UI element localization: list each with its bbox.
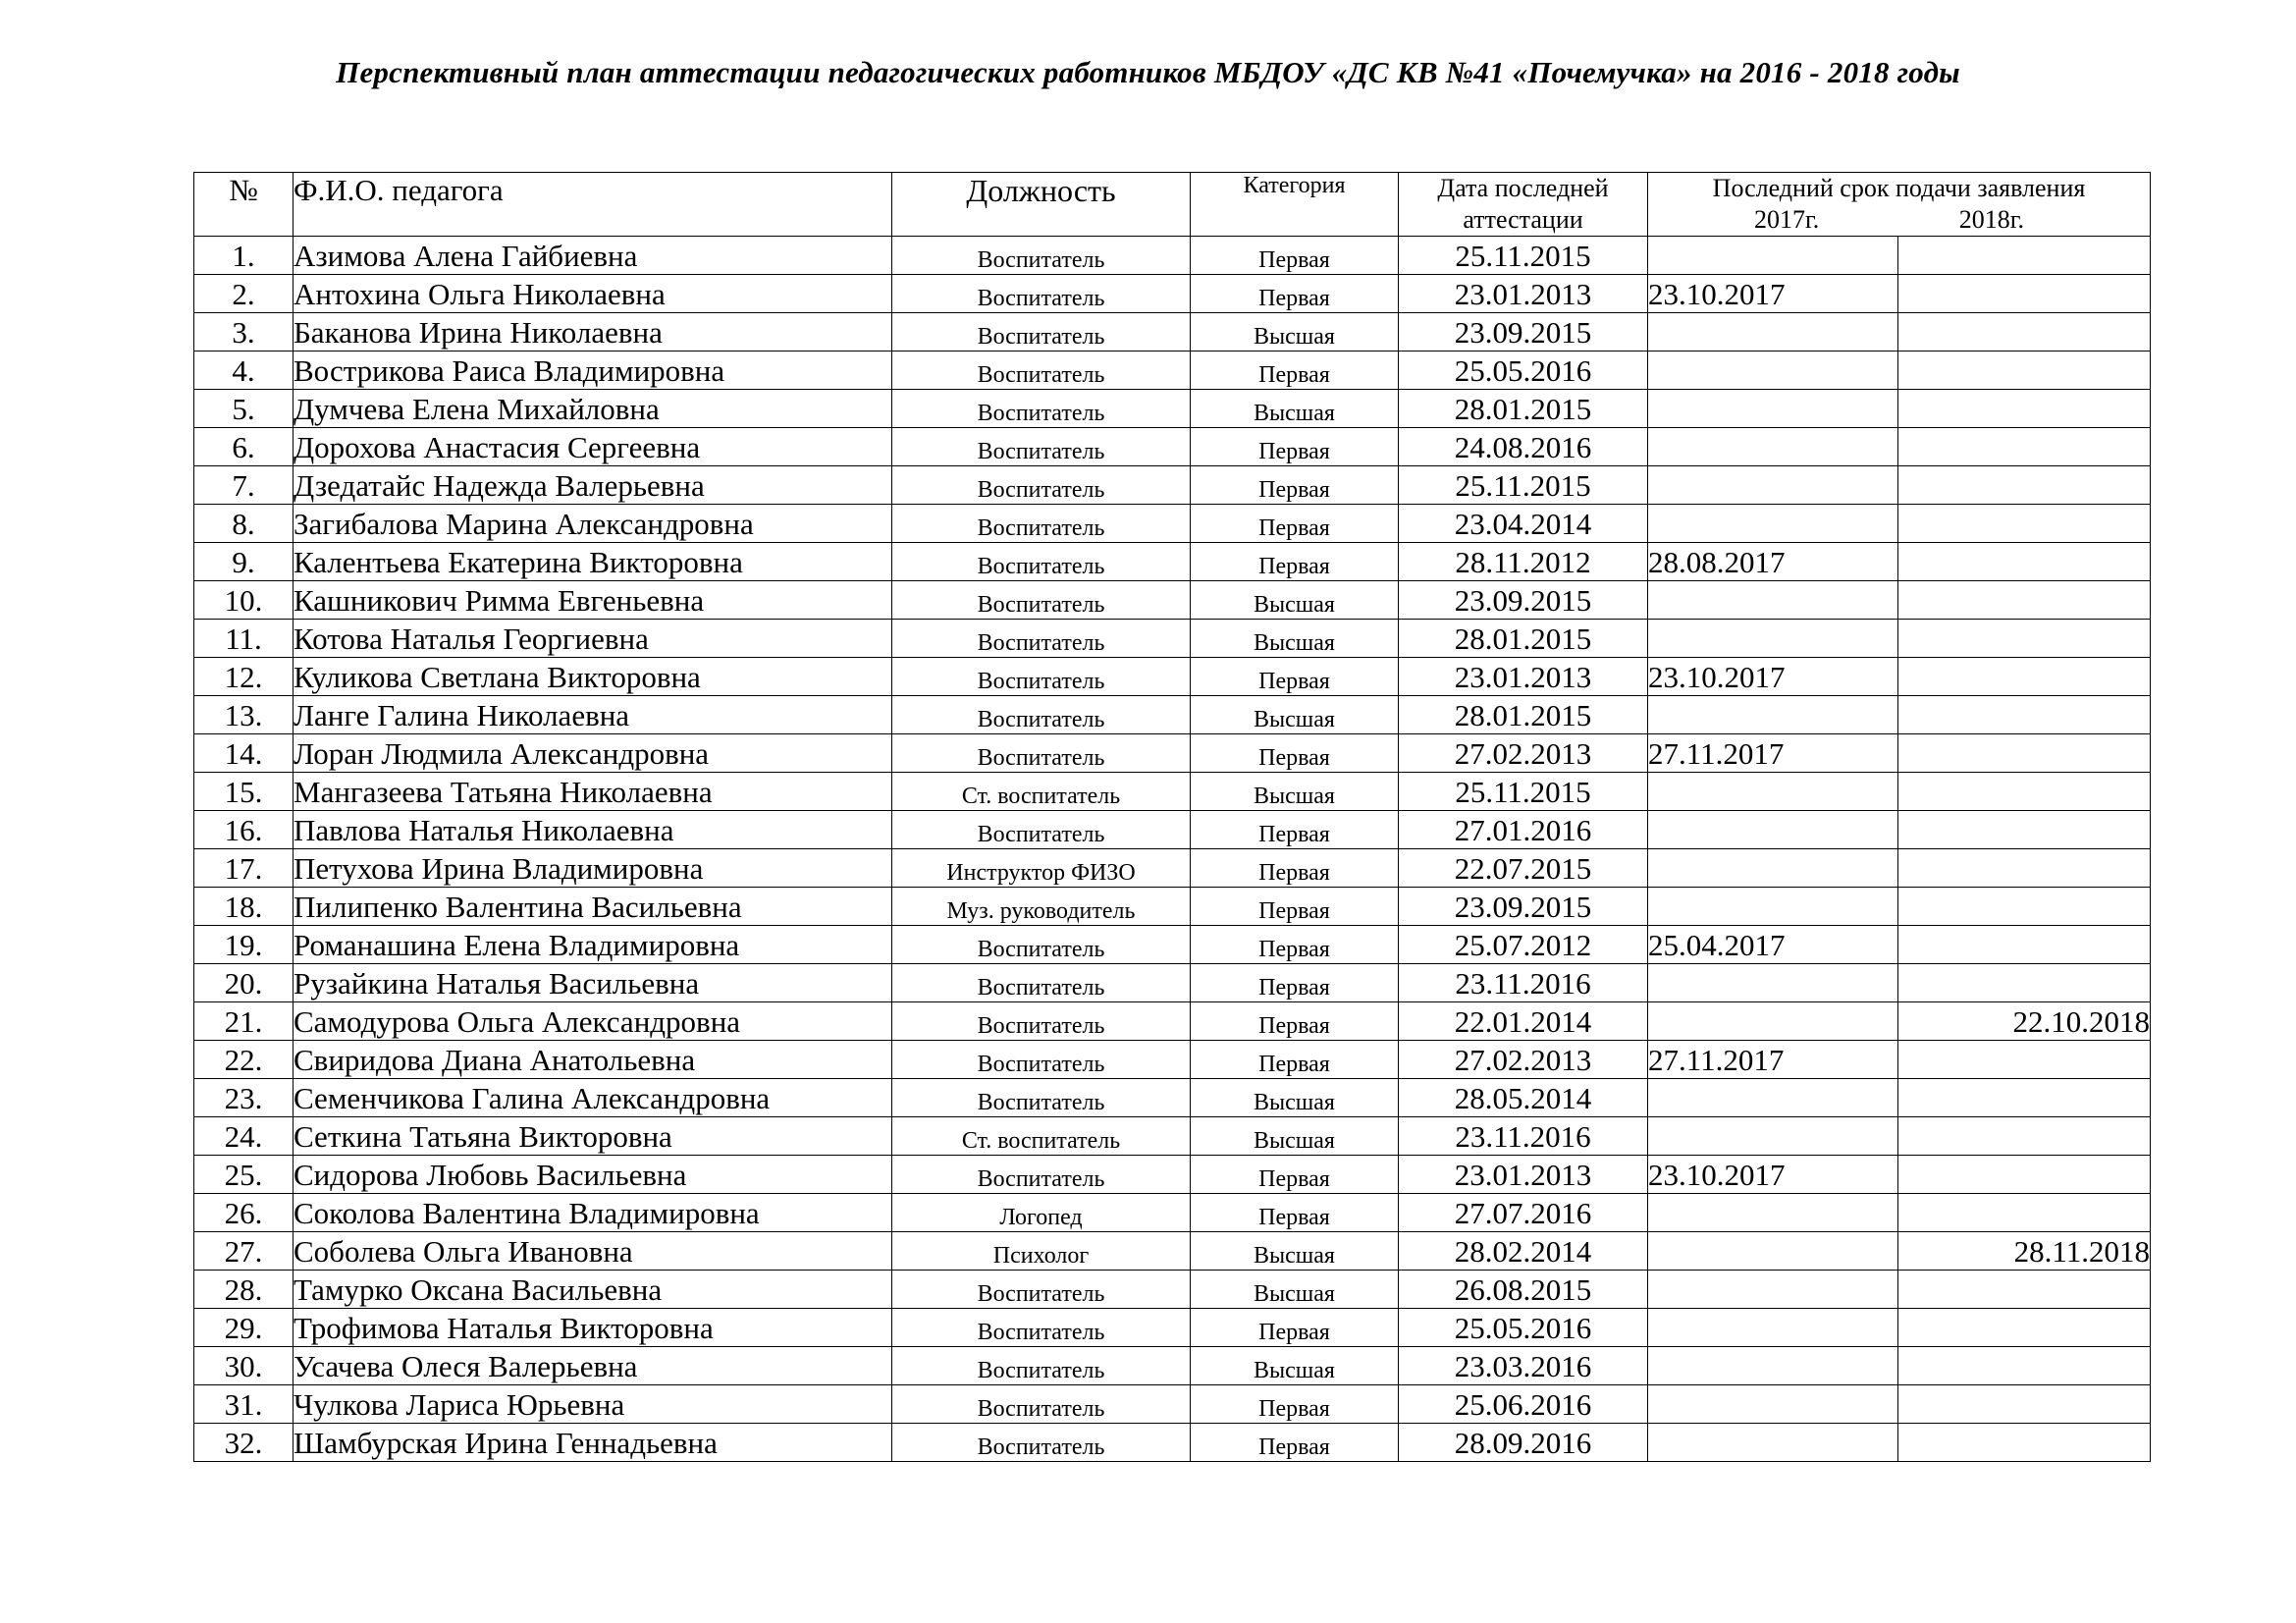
cell-num: 12. <box>194 658 294 696</box>
cell-last-date: 28.01.2015 <box>1399 390 1648 428</box>
cell-name: Чулкова Лариса Юрьевна <box>294 1385 892 1424</box>
cell-deadline-2018 <box>1898 811 2151 849</box>
cell-name: Павлова Наталья Николаевна <box>294 811 892 849</box>
header-year-2017: 2017г. <box>1754 205 1820 234</box>
cell-position: Психолог <box>892 1232 1191 1271</box>
cell-deadline-2017 <box>1648 1002 1898 1041</box>
table-row <box>194 1424 2151 1462</box>
cell-name: Рузайкина Наталья Васильевна <box>294 964 892 1002</box>
cell-num: 19. <box>194 926 294 964</box>
cell-name: Пилипенко Валентина Васильевна <box>294 888 892 926</box>
cell-category: Высшая <box>1191 1079 1399 1117</box>
cell-category: Первая <box>1191 1424 1399 1462</box>
cell-num: 14. <box>194 734 294 773</box>
cell-num: 32. <box>194 1424 294 1462</box>
table-row <box>194 811 2151 849</box>
cell-deadline-2017 <box>1648 1271 1898 1309</box>
cell-last-date: 23.01.2013 <box>1399 275 1648 313</box>
cell-position: Воспитатель <box>892 926 1191 964</box>
cell-name: Шамбурская Ирина Геннадьевна <box>294 1424 892 1462</box>
cell-last-date: 28.11.2012 <box>1399 543 1648 581</box>
cell-deadline-2018 <box>1898 926 2151 964</box>
cell-position: Воспитатель <box>892 811 1191 849</box>
cell-position: Воспитатель <box>892 1156 1191 1194</box>
cell-last-date: 23.01.2013 <box>1399 1156 1648 1194</box>
cell-deadline-2018 <box>1898 237 2151 275</box>
cell-deadline-2018 <box>1898 313 2151 352</box>
table-row <box>194 1271 2151 1309</box>
cell-num: 20. <box>194 964 294 1002</box>
cell-position: Воспитатель <box>892 581 1191 620</box>
cell-category: Первая <box>1191 658 1399 696</box>
cell-deadline-2017 <box>1648 1079 1898 1117</box>
cell-last-date: 25.05.2016 <box>1399 1309 1648 1347</box>
cell-deadline-2017: 23.10.2017 <box>1648 275 1898 313</box>
cell-category: Высшая <box>1191 1347 1399 1385</box>
cell-category: Первая <box>1191 543 1399 581</box>
cell-last-date: 25.05.2016 <box>1399 352 1648 390</box>
cell-last-date: 25.06.2016 <box>1399 1385 1648 1424</box>
cell-last-date: 24.08.2016 <box>1399 428 1648 466</box>
cell-name: Лоран Людмила Александровна <box>294 734 892 773</box>
cell-deadline-2018 <box>1898 466 2151 505</box>
cell-last-date: 23.11.2016 <box>1399 1117 1648 1156</box>
cell-deadline-2018 <box>1898 773 2151 811</box>
cell-deadline-2017: 28.08.2017 <box>1648 543 1898 581</box>
cell-deadline-2018 <box>1898 428 2151 466</box>
header-deadline <box>1648 173 2151 237</box>
cell-name: Петухова Ирина Владимировна <box>294 849 892 888</box>
cell-position: Муз. руководитель <box>892 888 1191 926</box>
table-row <box>194 658 2151 696</box>
cell-position: Воспитатель <box>892 313 1191 352</box>
cell-deadline-2018: 28.11.2018 <box>1898 1232 2151 1271</box>
cell-last-date: 23.04.2014 <box>1399 505 1648 543</box>
cell-deadline-2018 <box>1898 658 2151 696</box>
cell-position: Воспитатель <box>892 1002 1191 1041</box>
cell-position: Воспитатель <box>892 696 1191 734</box>
cell-position: Воспитатель <box>892 466 1191 505</box>
cell-name: Свиридова Диана Анатольевна <box>294 1041 892 1079</box>
cell-name: Мангазеева Татьяна Николаевна <box>294 773 892 811</box>
cell-num: 31. <box>194 1385 294 1424</box>
cell-position: Воспитатель <box>892 964 1191 1002</box>
cell-num: 6. <box>194 428 294 466</box>
cell-category: Высшая <box>1191 581 1399 620</box>
table-row <box>194 1117 2151 1156</box>
cell-category: Первая <box>1191 237 1399 275</box>
cell-deadline-2018 <box>1898 352 2151 390</box>
header-category: Категория <box>1191 173 1399 237</box>
cell-last-date: 23.01.2013 <box>1399 658 1648 696</box>
cell-name: Кашникович Римма Евгеньевна <box>294 581 892 620</box>
table-row <box>194 1385 2151 1424</box>
cell-deadline-2017 <box>1648 581 1898 620</box>
cell-deadline-2018 <box>1898 1041 2151 1079</box>
cell-num: 22. <box>194 1041 294 1079</box>
cell-last-date: 28.05.2014 <box>1399 1079 1648 1117</box>
table-row <box>194 1232 2151 1271</box>
cell-position: Воспитатель <box>892 390 1191 428</box>
page-title: Перспективный план аттестации педагогических работников МБДОУ «ДС КВ №41 «Почемучка» на 2016 - 2018 годы <box>336 55 1960 89</box>
cell-last-date: 27.07.2016 <box>1399 1194 1648 1232</box>
table-row <box>194 1079 2151 1117</box>
cell-deadline-2017 <box>1648 811 1898 849</box>
cell-category: Высшая <box>1191 390 1399 428</box>
cell-deadline-2017 <box>1648 964 1898 1002</box>
cell-name: Котова Наталья Георгиевна <box>294 620 892 658</box>
header-num: № <box>194 173 294 237</box>
cell-deadline-2018 <box>1898 964 2151 1002</box>
cell-deadline-2017 <box>1648 1347 1898 1385</box>
cell-num: 28. <box>194 1271 294 1309</box>
cell-deadline-2017 <box>1648 773 1898 811</box>
cell-last-date: 28.01.2015 <box>1399 620 1648 658</box>
cell-deadline-2018 <box>1898 543 2151 581</box>
header-name: Ф.И.О. педагога <box>294 173 892 237</box>
cell-category: Высшая <box>1191 620 1399 658</box>
cell-num: 30. <box>194 1347 294 1385</box>
cell-category: Первая <box>1191 352 1399 390</box>
cell-position: Воспитатель <box>892 1347 1191 1385</box>
cell-deadline-2018 <box>1898 888 2151 926</box>
cell-position: Воспитатель <box>892 1271 1191 1309</box>
cell-deadline-2017 <box>1648 428 1898 466</box>
cell-num: 17. <box>194 849 294 888</box>
cell-name: Сидорова Любовь Васильевна <box>294 1156 892 1194</box>
cell-deadline-2018 <box>1898 505 2151 543</box>
cell-num: 15. <box>194 773 294 811</box>
cell-deadline-2018 <box>1898 1347 2151 1385</box>
cell-position: Воспитатель <box>892 1424 1191 1462</box>
cell-last-date: 27.02.2013 <box>1399 734 1648 773</box>
table-row <box>194 888 2151 926</box>
cell-position: Воспитатель <box>892 237 1191 275</box>
cell-name: Калентьева Екатерина Викторовна <box>294 543 892 581</box>
cell-position: Воспитатель <box>892 352 1191 390</box>
cell-last-date: 28.01.2015 <box>1399 696 1648 734</box>
cell-deadline-2017 <box>1648 1194 1898 1232</box>
cell-deadline-2017 <box>1648 888 1898 926</box>
cell-name: Соколова Валентина Владимировна <box>294 1194 892 1232</box>
cell-last-date: 23.09.2015 <box>1399 888 1648 926</box>
cell-name: Романашина Елена Владимировна <box>294 926 892 964</box>
table-row <box>194 313 2151 352</box>
cell-category: Первая <box>1191 1309 1399 1347</box>
cell-position: Воспитатель <box>892 275 1191 313</box>
table-row <box>194 1002 2151 1041</box>
cell-position: Воспитатель <box>892 1041 1191 1079</box>
cell-num: 4. <box>194 352 294 390</box>
cell-num: 9. <box>194 543 294 581</box>
cell-deadline-2017 <box>1648 352 1898 390</box>
cell-position: Воспитатель <box>892 543 1191 581</box>
cell-name: Думчева Елена Михайловна <box>294 390 892 428</box>
cell-last-date: 26.08.2015 <box>1399 1271 1648 1309</box>
cell-deadline-2018 <box>1898 1309 2151 1347</box>
cell-deadline-2017: 27.11.2017 <box>1648 1041 1898 1079</box>
cell-deadline-2018 <box>1898 1194 2151 1232</box>
cell-deadline-2017 <box>1648 390 1898 428</box>
cell-last-date: 25.11.2015 <box>1399 773 1648 811</box>
header-deadline-label: Последний срок подачи заявления <box>1712 174 2086 202</box>
cell-name: Азимова Алена Гайбиевна <box>294 237 892 275</box>
table-row <box>194 1156 2151 1194</box>
cell-deadline-2017 <box>1648 313 1898 352</box>
cell-category: Первая <box>1191 1002 1399 1041</box>
cell-deadline-2018 <box>1898 1385 2151 1424</box>
cell-position: Воспитатель <box>892 505 1191 543</box>
cell-deadline-2017 <box>1648 849 1898 888</box>
cell-num: 21. <box>194 1002 294 1041</box>
cell-deadline-2017 <box>1648 620 1898 658</box>
cell-deadline-2018 <box>1898 696 2151 734</box>
cell-category: Первая <box>1191 1385 1399 1424</box>
cell-name: Загибалова Марина Александровна <box>294 505 892 543</box>
attestation-plan-table <box>193 172 2151 1462</box>
cell-last-date: 25.07.2012 <box>1399 926 1648 964</box>
cell-deadline-2017 <box>1648 1232 1898 1271</box>
cell-last-date: 23.03.2016 <box>1399 1347 1648 1385</box>
cell-num: 3. <box>194 313 294 352</box>
cell-name: Трофимова Наталья Викторовна <box>294 1309 892 1347</box>
cell-last-date: 28.09.2016 <box>1399 1424 1648 1462</box>
cell-category: Первая <box>1191 811 1399 849</box>
cell-deadline-2018 <box>1898 1271 2151 1309</box>
cell-deadline-2017: 23.10.2017 <box>1648 658 1898 696</box>
cell-name: Сеткина Татьяна Викторовна <box>294 1117 892 1156</box>
cell-deadline-2018: 22.10.2018 <box>1898 1002 2151 1041</box>
cell-last-date: 23.09.2015 <box>1399 581 1648 620</box>
cell-num: 1. <box>194 237 294 275</box>
cell-deadline-2017 <box>1648 237 1898 275</box>
cell-last-date: 27.01.2016 <box>1399 811 1648 849</box>
cell-position: Воспитатель <box>892 1079 1191 1117</box>
cell-position: Ст. воспитатель <box>892 773 1191 811</box>
cell-category: Высшая <box>1191 773 1399 811</box>
cell-last-date: 22.01.2014 <box>1399 1002 1648 1041</box>
table-row <box>194 1194 2151 1232</box>
cell-deadline-2018 <box>1898 849 2151 888</box>
cell-last-date: 23.11.2016 <box>1399 964 1648 1002</box>
cell-deadline-2017 <box>1648 466 1898 505</box>
table-row <box>194 428 2151 466</box>
cell-category: Первая <box>1191 926 1399 964</box>
cell-name: Дорохова Анастасия Сергеевна <box>294 428 892 466</box>
cell-category: Высшая <box>1191 313 1399 352</box>
table-row <box>194 581 2151 620</box>
cell-deadline-2017 <box>1648 1309 1898 1347</box>
cell-name: Вострикова Раиса Владимировна <box>294 352 892 390</box>
table-row <box>194 964 2151 1002</box>
cell-category: Первая <box>1191 428 1399 466</box>
table-header <box>194 173 2151 237</box>
table-row <box>194 352 2151 390</box>
cell-position: Воспитатель <box>892 734 1191 773</box>
cell-last-date: 25.11.2015 <box>1399 237 1648 275</box>
cell-num: 18. <box>194 888 294 926</box>
cell-name: Куликова Светлана Викторовна <box>294 658 892 696</box>
cell-deadline-2018 <box>1898 620 2151 658</box>
table-row <box>194 620 2151 658</box>
header-last-date <box>1399 173 1648 237</box>
cell-deadline-2017: 25.04.2017 <box>1648 926 1898 964</box>
cell-category: Первая <box>1191 275 1399 313</box>
cell-deadline-2018 <box>1898 1079 2151 1117</box>
cell-num: 26. <box>194 1194 294 1232</box>
table-row <box>194 237 2151 275</box>
cell-deadline-2018 <box>1898 1424 2151 1462</box>
cell-category: Высшая <box>1191 1232 1399 1271</box>
cell-category: Высшая <box>1191 1271 1399 1309</box>
table-row <box>194 773 2151 811</box>
header-last-date-line2: аттестации <box>1463 205 1583 234</box>
cell-deadline-2017: 27.11.2017 <box>1648 734 1898 773</box>
cell-deadline-2017: 23.10.2017 <box>1648 1156 1898 1194</box>
header-last-date-line1: Дата последней <box>1437 174 1609 202</box>
cell-deadline-2018 <box>1898 1156 2151 1194</box>
cell-last-date: 23.09.2015 <box>1399 313 1648 352</box>
cell-deadline-2018 <box>1898 275 2151 313</box>
cell-position: Воспитатель <box>892 1309 1191 1347</box>
cell-deadline-2017 <box>1648 1385 1898 1424</box>
cell-num: 10. <box>194 581 294 620</box>
cell-last-date: 27.02.2013 <box>1399 1041 1648 1079</box>
header-row <box>194 173 2151 237</box>
cell-num: 23. <box>194 1079 294 1117</box>
cell-num: 8. <box>194 505 294 543</box>
cell-position: Ст. воспитатель <box>892 1117 1191 1156</box>
cell-name: Соболева Ольга Ивановна <box>294 1232 892 1271</box>
cell-deadline-2018 <box>1898 1117 2151 1156</box>
cell-category: Первая <box>1191 1156 1399 1194</box>
cell-name: Ланге Галина Николаевна <box>294 696 892 734</box>
cell-num: 29. <box>194 1309 294 1347</box>
cell-deadline-2018 <box>1898 390 2151 428</box>
cell-num: 11. <box>194 620 294 658</box>
cell-deadline-2017 <box>1648 696 1898 734</box>
cell-last-date: 22.07.2015 <box>1399 849 1648 888</box>
cell-position: Инструктор ФИЗО <box>892 849 1191 888</box>
cell-deadline-2018 <box>1898 581 2151 620</box>
table-row <box>194 1041 2151 1079</box>
table-row <box>194 390 2151 428</box>
cell-num: 2. <box>194 275 294 313</box>
cell-name: Самодурова Ольга Александровна <box>294 1002 892 1041</box>
cell-name: Дзедатайс Надежда Валерьевна <box>294 466 892 505</box>
cell-position: Воспитатель <box>892 428 1191 466</box>
cell-category: Первая <box>1191 1041 1399 1079</box>
cell-category: Высшая <box>1191 696 1399 734</box>
cell-category: Первая <box>1191 1194 1399 1232</box>
cell-category: Первая <box>1191 849 1399 888</box>
table-row <box>194 849 2151 888</box>
table-row <box>194 696 2151 734</box>
cell-name: Антохина Ольга Николаевна <box>294 275 892 313</box>
cell-deadline-2018 <box>1898 734 2151 773</box>
cell-name: Семенчикова Галина Александровна <box>294 1079 892 1117</box>
table-row <box>194 466 2151 505</box>
cell-name: Усачева Олеся Валерьевна <box>294 1347 892 1385</box>
table-row <box>194 734 2151 773</box>
cell-position: Воспитатель <box>892 1385 1191 1424</box>
table-row <box>194 275 2151 313</box>
cell-category: Первая <box>1191 505 1399 543</box>
cell-num: 16. <box>194 811 294 849</box>
cell-category: Высшая <box>1191 1117 1399 1156</box>
cell-category: Первая <box>1191 964 1399 1002</box>
cell-num: 27. <box>194 1232 294 1271</box>
cell-last-date: 25.11.2015 <box>1399 466 1648 505</box>
cell-num: 13. <box>194 696 294 734</box>
cell-position: Воспитатель <box>892 658 1191 696</box>
table-row <box>194 926 2151 964</box>
cell-category: Первая <box>1191 734 1399 773</box>
table-body <box>194 237 2151 1462</box>
cell-num: 5. <box>194 390 294 428</box>
cell-last-date: 28.02.2014 <box>1399 1232 1648 1271</box>
table-row <box>194 543 2151 581</box>
cell-name: Баканова Ирина Николаевна <box>294 313 892 352</box>
cell-position: Воспитатель <box>892 620 1191 658</box>
cell-num: 24. <box>194 1117 294 1156</box>
cell-category: Первая <box>1191 466 1399 505</box>
cell-name: Тамурко Оксана Васильевна <box>294 1271 892 1309</box>
header-year-2018: 2018г. <box>1958 205 2025 234</box>
cell-num: 7. <box>194 466 294 505</box>
cell-deadline-2017 <box>1648 1117 1898 1156</box>
table-row <box>194 1309 2151 1347</box>
cell-num: 25. <box>194 1156 294 1194</box>
cell-deadline-2017 <box>1648 505 1898 543</box>
cell-category: Первая <box>1191 888 1399 926</box>
header-deadline-years <box>1648 204 2150 236</box>
table-row <box>194 505 2151 543</box>
header-position: Должность <box>892 173 1191 237</box>
cell-deadline-2017 <box>1648 1424 1898 1462</box>
table-row <box>194 1347 2151 1385</box>
cell-position: Логопед <box>892 1194 1191 1232</box>
